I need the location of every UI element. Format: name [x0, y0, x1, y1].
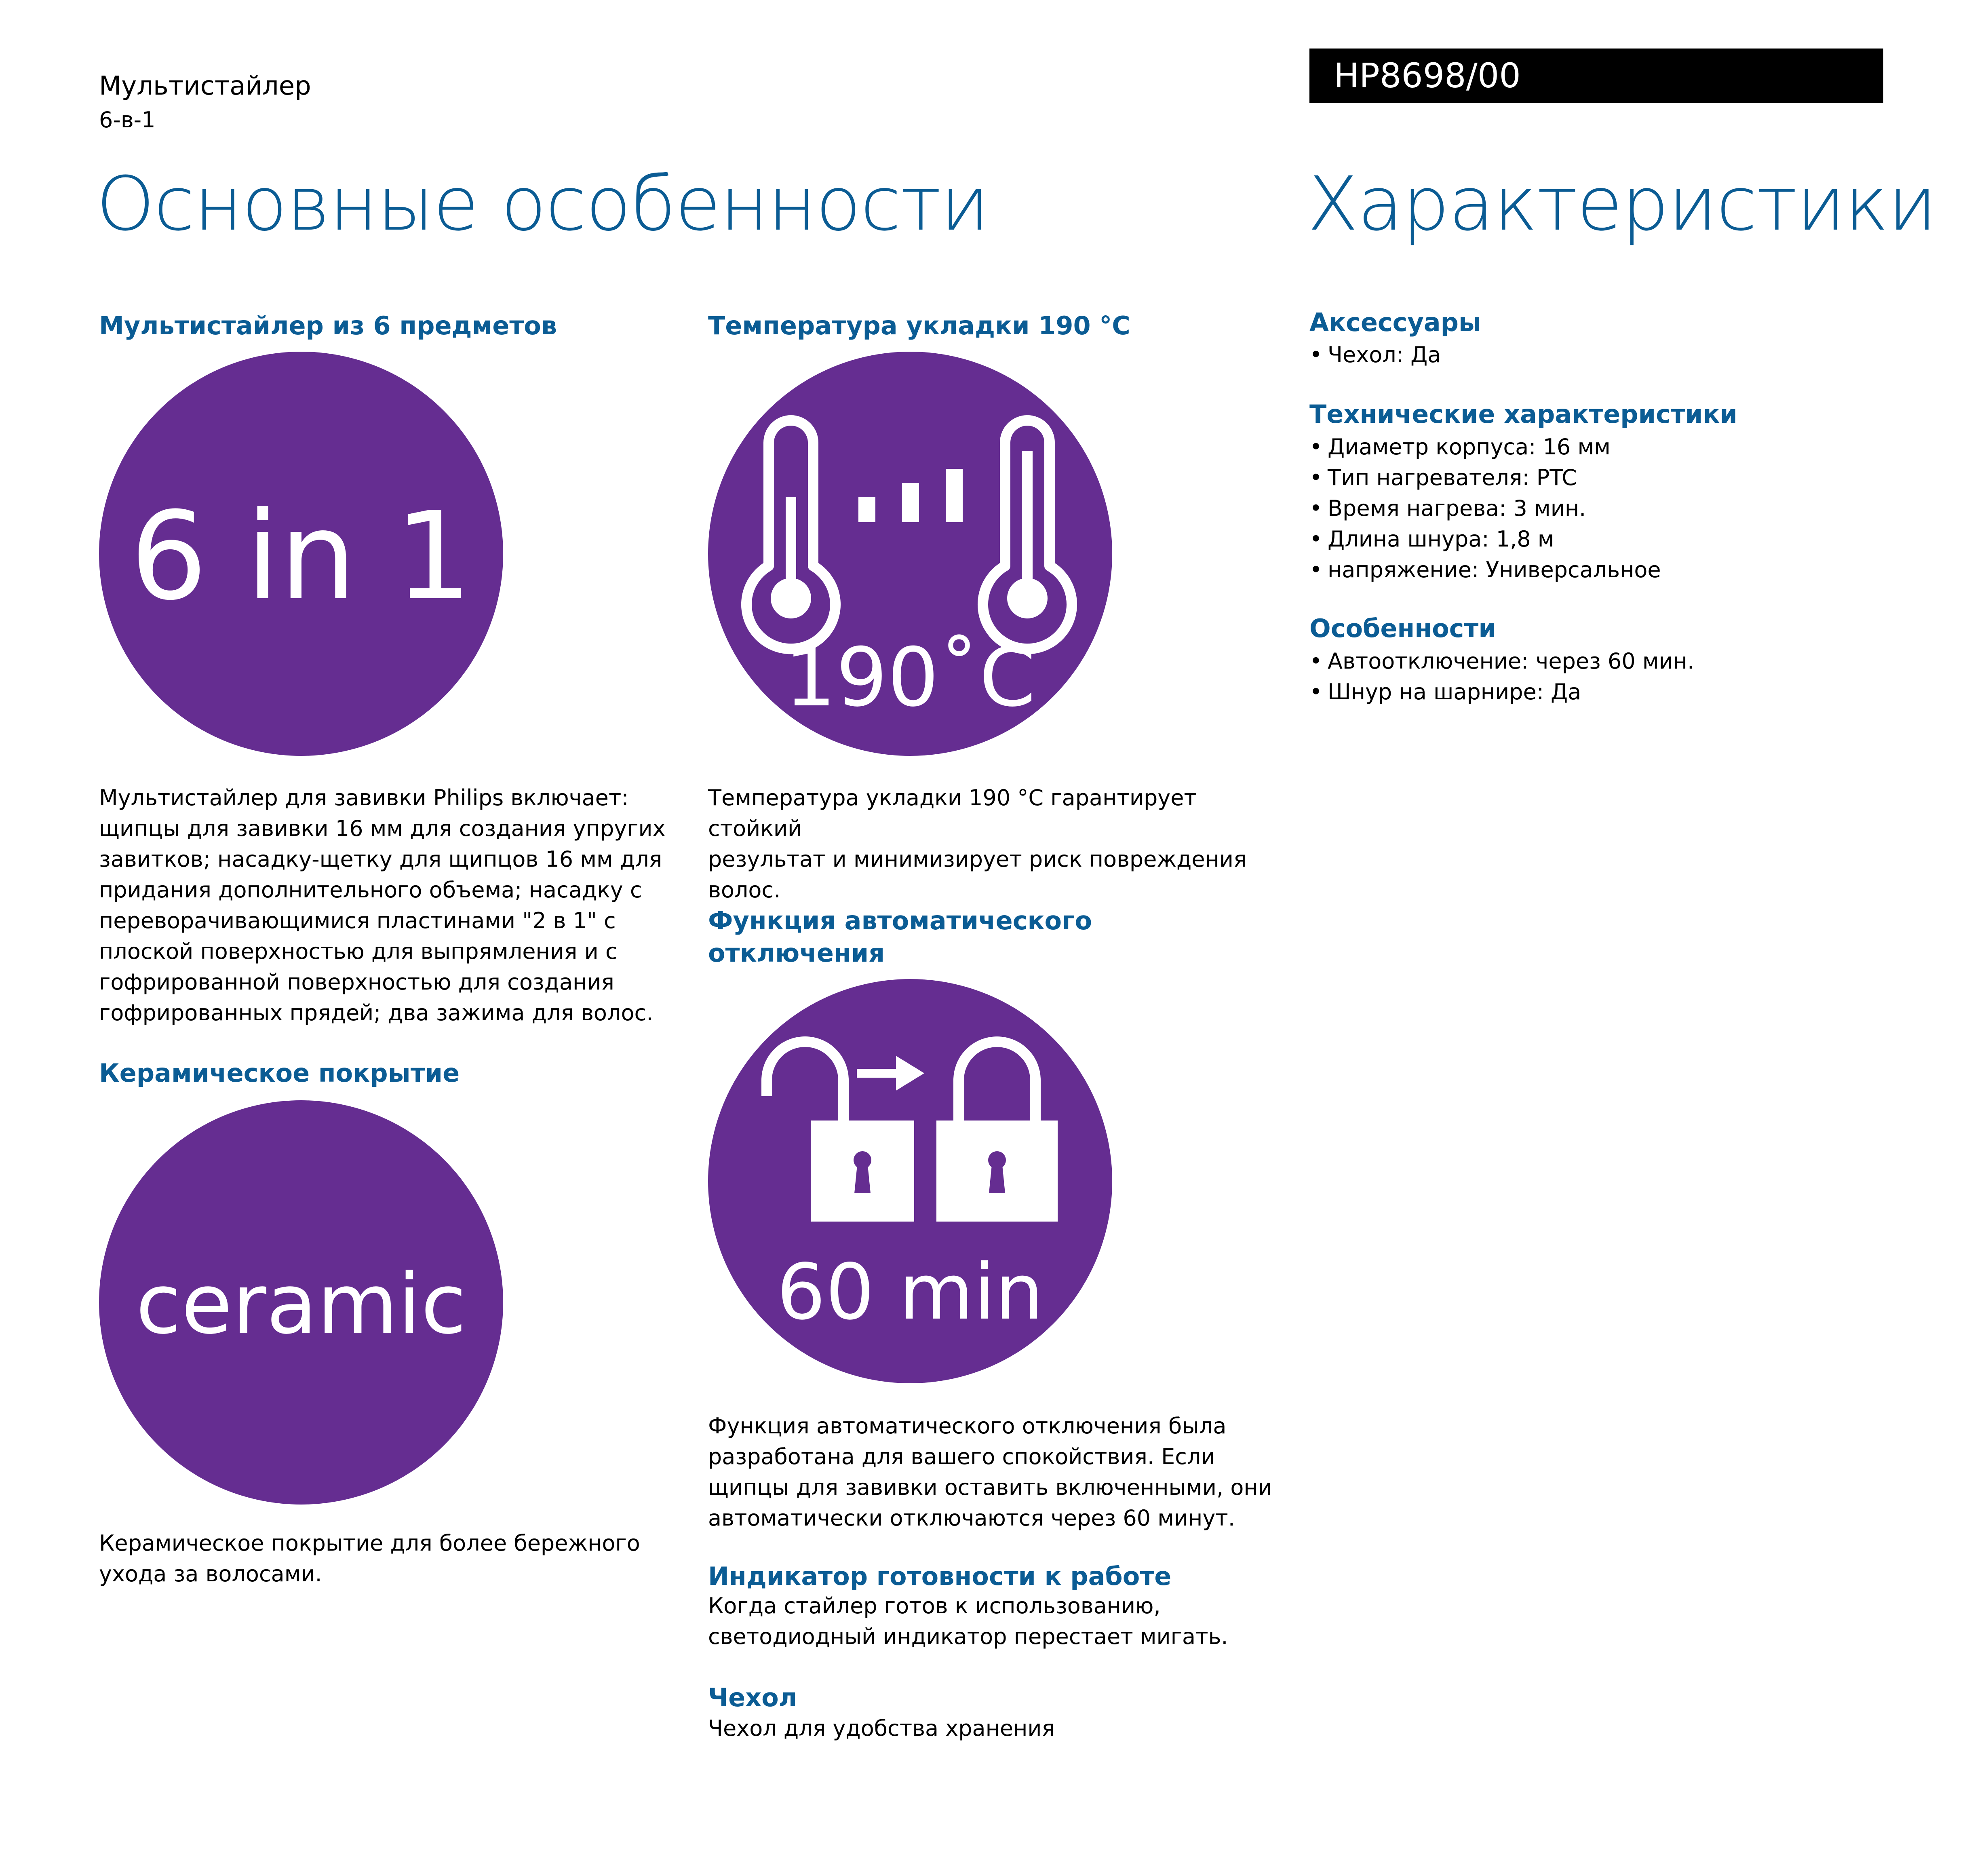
product-variant: 6-в-1 — [99, 107, 156, 133]
description-line: Функция автоматического отключения была — [708, 1413, 1227, 1439]
badge-text: 60 min — [776, 1247, 1044, 1337]
spec-item: • Автоотключение: через 60 мин. — [1309, 648, 1695, 674]
feature-heading-ready-indicator: Индикатор готовности к работе — [708, 1562, 1172, 1591]
six-in-one-badge — [99, 352, 503, 756]
heading-line: Функция автоматического — [708, 906, 1092, 935]
spec-item: • Тип нагревателя: PTC — [1309, 465, 1577, 490]
temperature-description — [708, 783, 1294, 905]
temperature-badge-graphic — [708, 352, 1112, 756]
spec-item: • Диаметр корпуса: 16 мм — [1309, 434, 1611, 460]
auto-off-description — [708, 1411, 1294, 1534]
spec-list-accessories — [1309, 340, 1441, 370]
description-line: переворачивающимися пластинами "2 в 1" с — [99, 908, 616, 933]
spec-heading-features: Особенности — [1309, 614, 1496, 643]
feature-heading-six-in-one: Мультистайлер из 6 предметов — [99, 311, 557, 340]
six-in-one-badge-graphic — [99, 352, 503, 756]
description-line: ухода за волосами. — [99, 1561, 322, 1587]
ceramic-badge — [99, 1100, 503, 1505]
auto-off-badge-graphic — [708, 979, 1112, 1383]
description-line: волос. — [708, 877, 781, 903]
description-line: гофрированных прядей; два зажима для волос. — [99, 1000, 654, 1026]
pouch-description — [708, 1713, 1294, 1744]
spec-item: • Шнур на шарнире: Да — [1309, 679, 1581, 705]
feature-heading-pouch: Чехол — [708, 1683, 797, 1712]
features-title: Основные особенности — [96, 161, 989, 247]
spec-item: • Длина шнура: 1,8 м — [1309, 526, 1554, 552]
product-name: Мультистайлер — [99, 71, 311, 101]
description-line: светодиодный индикатор перестает мигать. — [708, 1624, 1228, 1649]
spec-heading-accessories: Аксессуары — [1309, 308, 1482, 337]
badge-text: 6 in 1 — [130, 486, 472, 627]
ceramic-badge-graphic — [99, 1100, 503, 1505]
spec-list-features — [1309, 646, 1694, 707]
description-line: Чехол для удобства хранения — [708, 1716, 1055, 1741]
description-line: придания дополнительного объема; насадку с — [99, 877, 642, 903]
description-line: Температура укладки 190 °C гарантирует стойкий — [708, 785, 1197, 841]
temperature-badge — [708, 352, 1112, 756]
six-in-one-description — [99, 783, 685, 1028]
description-line: Керамическое покрытие для более бережного — [99, 1530, 640, 1556]
badge-text: ceramic — [135, 1256, 467, 1353]
spec-item: • Чехол: Да — [1309, 342, 1441, 367]
description-line: щипцы для завивки 16 мм для создания упругих — [99, 816, 666, 841]
description-line: Когда стайлер готов к использованию, — [708, 1593, 1161, 1619]
feature-heading-temperature: Температура укладки 190 °C — [708, 311, 1130, 340]
spec-item: • Время нагрева: 3 мин. — [1309, 496, 1586, 521]
description-line: плоской поверхностью для выпрямления и с — [99, 939, 618, 964]
model-number-bar: HP8698/00 — [1309, 49, 1883, 103]
description-line: автоматически отключаются через 60 минут. — [708, 1505, 1235, 1531]
feature-heading-auto-off — [708, 905, 1092, 969]
ceramic-description — [99, 1528, 685, 1589]
spec-item: • напряжение: Универсальное — [1309, 557, 1661, 582]
spec-list-technical — [1309, 432, 1661, 585]
badge-text: 190˚C — [784, 631, 1036, 725]
description-line: результат и минимизирует риск повреждения — [708, 846, 1247, 872]
ready-indicator-description — [708, 1591, 1294, 1652]
heading-line: отключения — [708, 938, 885, 968]
description-line: гофрированной поверхностью для создания — [99, 969, 614, 995]
description-line: завитков; насадку-щетку для щипцов 16 мм для — [99, 846, 662, 872]
description-line: разработана для вашего спокойствия. Если — [708, 1444, 1215, 1469]
description-line: Мультистайлер для завивки Philips включает: — [99, 785, 629, 810]
auto-off-badge — [708, 979, 1112, 1383]
specs-title: Характеристики — [1307, 161, 1936, 247]
feature-heading-ceramic: Керамическое покрытие — [99, 1058, 460, 1088]
spec-heading-technical: Технические характеристики — [1309, 399, 1737, 429]
description-line: щипцы для завивки оставить включенными, они — [708, 1475, 1272, 1500]
